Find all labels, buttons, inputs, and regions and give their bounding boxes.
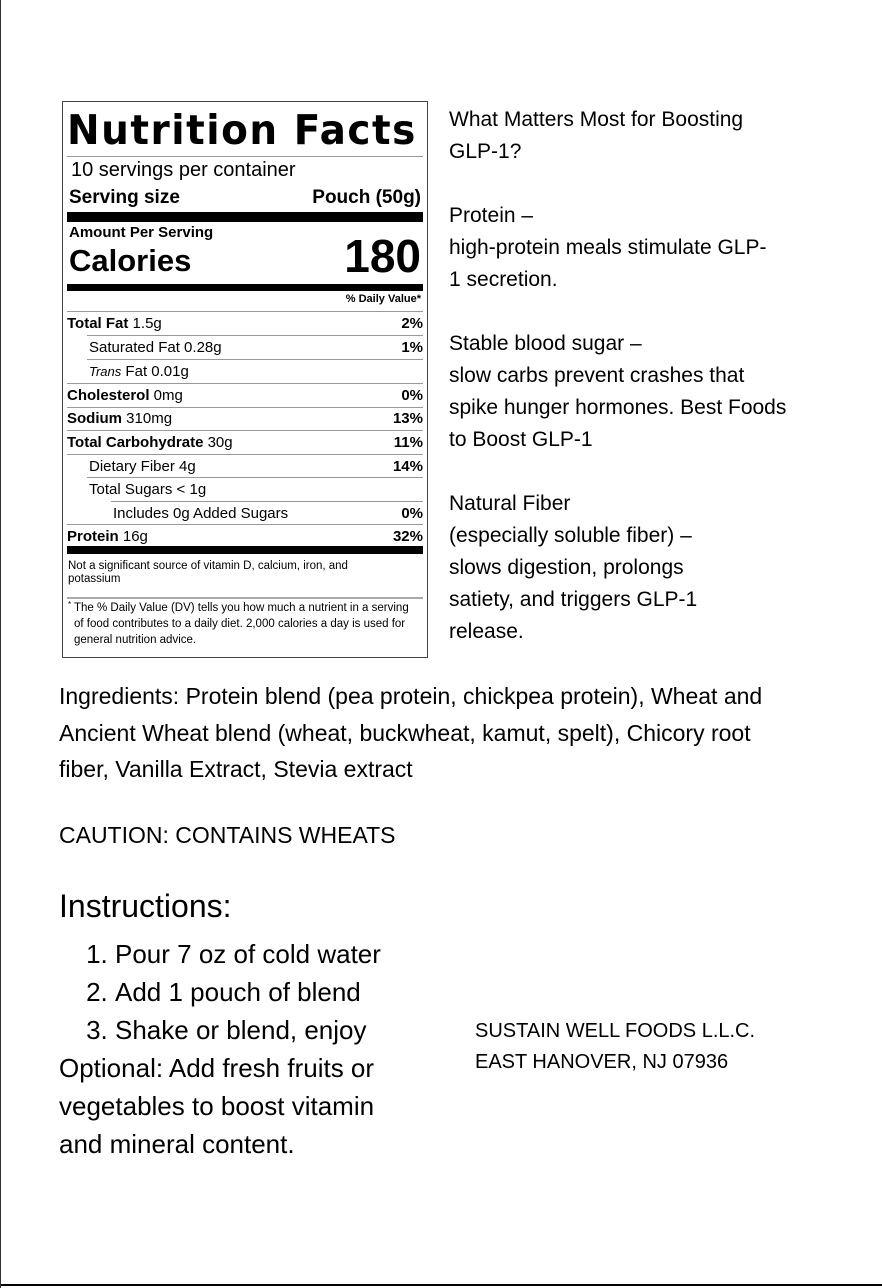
nutrient-row-total-sugars [89, 478, 423, 501]
nutrient-dv: 0% [401, 505, 423, 522]
nutrient-row-total-carbohydrate [67, 431, 423, 454]
fiber-text: (especially soluble fiber) – slows digestion, prolongs satiety, and triggers GLP-1 release. [449, 524, 698, 643]
nutrient-name: Total Carbohydrate [67, 434, 204, 451]
glp1-heading: What Matters Most for Boosting GLP-1? [449, 108, 744, 163]
nutrient-dv: 14% [392, 458, 423, 475]
nutrient-name: Includes 0g Added Sugars [113, 505, 289, 522]
nutrition-facts-panel [62, 101, 428, 658]
serving-size-value: Pouch (50g) [312, 187, 421, 208]
thick-bar [67, 212, 423, 222]
nutrient-name: Protein [67, 528, 119, 545]
daily-value-footnote: The % Daily Value (DV) tells you how much a nutrient in a serving of food contributes to a daily diet. 2,000 calories a day is used for general nutrition advice. [74, 602, 409, 646]
protein-title: Protein – [449, 204, 534, 227]
nutrient-amount: 0mg [149, 387, 183, 404]
nutrient-name: Total Sugars < 1g [89, 481, 207, 498]
instruction-step: 2. Add 1 pouch of blend [115, 973, 439, 1011]
instructions [59, 935, 439, 1163]
company-name: SUSTAIN WELL FOODS L.L.C. [475, 1020, 756, 1042]
thick-bar [67, 284, 423, 291]
company-info [475, 1016, 755, 1078]
nutrient-dv: 32% [392, 528, 423, 545]
nutrient-amount: Fat 0.01g [121, 363, 189, 380]
nutrient-row-dietary-fiber [89, 455, 423, 478]
caution-notice: CAUTION: CONTAINS WHEATS [59, 822, 396, 848]
nutrient-name: Saturated Fat 0.28g [89, 339, 222, 356]
instructions-title: Instructions: [59, 888, 232, 924]
not-significant-note: Not a significant source of vitamin D, calcium, iron, and potassium [68, 560, 348, 585]
blood-sugar-title: Stable blood sugar – [449, 332, 642, 355]
serving-size [69, 187, 421, 209]
nutrient-name: Sodium [67, 410, 122, 427]
divider [67, 156, 423, 157]
nutrient-amount: 30g [203, 434, 233, 451]
asterisk: * [68, 600, 72, 609]
nutrient-amount: 16g [118, 528, 148, 545]
nutrient-name: Cholesterol [67, 387, 150, 404]
ingredients: Ingredients: Protein blend (pea protein, chickpea protein), Wheat and Ancient Wheat blend (wheat, buckwheat, kamut, spelt), Chicory root fiber, Vanilla Extract, Stevia extract [59, 683, 763, 782]
calories-label: Calories [69, 243, 192, 278]
nutrient-row-protein [67, 525, 423, 548]
nutrient-row-trans-fat [89, 360, 423, 383]
nutrient-row-cholesterol [67, 384, 423, 407]
nutrient-dv: 0% [401, 387, 423, 404]
servings-per-container: 10 servings per container [71, 159, 296, 181]
instruction-step: 3. Shake or blend, enjoy [115, 1011, 439, 1049]
nutrient-name: Total Fat [67, 315, 129, 332]
nutrient-amount: 310mg [122, 410, 173, 427]
blood-sugar-text: slow carbs prevent crashes that spike hunger hormones. Best Foods to Boost GLP-1 [449, 364, 787, 451]
nutrient-row-total-fat [67, 312, 423, 335]
serving-size-label: Serving size [69, 187, 180, 208]
thick-bar [67, 546, 423, 554]
nutrient-row-saturated-fat [89, 336, 423, 359]
instruction-step: 1. Pour 7 oz of cold water [115, 935, 439, 973]
daily-value-header: % Daily Value* [345, 293, 421, 305]
protein-text: high-protein meals stimulate GLP-1 secretion. [449, 236, 767, 291]
nutrition-facts-title: Nutrition Facts [67, 106, 417, 154]
nutrient-name: Trans [89, 364, 122, 379]
company-address: EAST HANOVER, NJ 07936 [475, 1051, 729, 1073]
nutrient-amount: 1.5g [128, 315, 162, 332]
calories-value: 180 [344, 230, 421, 282]
nutrient-name: Dietary Fiber 4g [89, 458, 196, 475]
nutrient-dv: 13% [392, 410, 423, 427]
nutrient-dv: 1% [401, 339, 423, 356]
amount-per-serving: Amount Per Serving [69, 224, 214, 241]
nutrient-row-added-sugars [113, 502, 423, 525]
nutrient-row-sodium [67, 407, 423, 430]
nutrient-dv: 11% [393, 434, 423, 451]
nutrient-dv: 2% [401, 315, 423, 332]
glp1-info [449, 104, 869, 648]
optional-note: Optional: Add fresh fruits or vegetables to boost vitamin and mineral content. [59, 1053, 375, 1159]
fiber-title: Natural Fiber [449, 492, 571, 515]
